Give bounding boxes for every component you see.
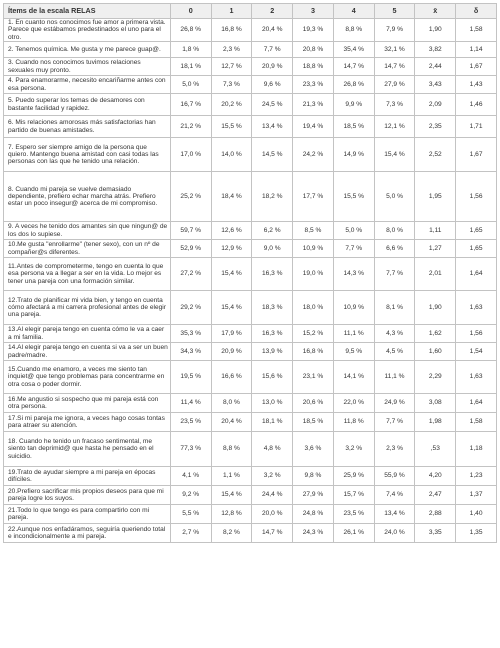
value-cell: 19,5 % bbox=[170, 361, 211, 394]
value-cell: 1,65 bbox=[456, 222, 497, 240]
table-row bbox=[4, 138, 497, 172]
value-cell: 1,62 bbox=[415, 325, 456, 343]
table-row bbox=[4, 432, 497, 467]
value-cell: 55,9 % bbox=[374, 467, 415, 486]
value-cell: 5,0 % bbox=[170, 76, 211, 94]
value-cell: 19,4 % bbox=[293, 116, 334, 138]
value-cell: 13,0 % bbox=[252, 394, 293, 413]
value-cell: 11,4 % bbox=[170, 394, 211, 413]
value-cell: 16,3 % bbox=[252, 258, 293, 291]
value-cell: 14,9 % bbox=[333, 138, 374, 172]
item-text: 16.Me angustio si sospecho que mi pareja está con otra persona. bbox=[4, 394, 171, 413]
value-cell: 1,40 bbox=[456, 505, 497, 524]
header-row bbox=[4, 4, 497, 19]
value-cell: 1,14 bbox=[456, 42, 497, 58]
value-cell: 18,2 % bbox=[252, 172, 293, 222]
value-cell: 18,5 % bbox=[333, 116, 374, 138]
item-text: 11.Antes de comprometerme, tengo en cuenta lo que esa persona va a llegar a ser en la vida. Lo mejor es tener una pareja con una formación similar. bbox=[4, 258, 171, 291]
value-cell: 24,9 % bbox=[374, 394, 415, 413]
value-cell: 1,46 bbox=[456, 94, 497, 116]
value-cell: 13,9 % bbox=[252, 343, 293, 361]
value-cell: 35,4 % bbox=[333, 42, 374, 58]
item-text: 5. Puedo superar los temas de desamores con bastante facilidad y rapidez. bbox=[4, 94, 171, 116]
value-cell: 24,2 % bbox=[293, 138, 334, 172]
header-5: 5 bbox=[374, 4, 415, 19]
item-text: 13.Al elegir pareja tengo en cuenta cómo le va a caer a mi familia. bbox=[4, 325, 171, 343]
header-mean: x̄ bbox=[415, 4, 456, 19]
item-text: 17.Si mi pareja me ignora, a veces hago cosas tontas para atraer su atención. bbox=[4, 413, 171, 432]
value-cell: 15,7 % bbox=[333, 486, 374, 505]
item-text: 3. Cuando nos conocimos tuvimos relaciones sexuales muy pronto. bbox=[4, 58, 171, 76]
value-cell: 8,5 % bbox=[293, 222, 334, 240]
value-cell: 5,0 % bbox=[333, 222, 374, 240]
value-cell: 12,8 % bbox=[211, 505, 252, 524]
value-cell: 35,3 % bbox=[170, 325, 211, 343]
value-cell: 1,18 bbox=[456, 432, 497, 467]
value-cell: 18,3 % bbox=[252, 291, 293, 325]
table-row bbox=[4, 394, 497, 413]
value-cell: 18,5 % bbox=[293, 413, 334, 432]
value-cell: 16,6 % bbox=[211, 361, 252, 394]
value-cell: 23,3 % bbox=[293, 76, 334, 94]
value-cell: 15,5 % bbox=[333, 172, 374, 222]
table-row bbox=[4, 42, 497, 58]
value-cell: 9,9 % bbox=[333, 94, 374, 116]
value-cell: 20,9 % bbox=[252, 58, 293, 76]
value-cell: 11,1 % bbox=[374, 361, 415, 394]
table-row bbox=[4, 291, 497, 325]
item-text: 2. Tenemos química. Me gusta y me parece guap@. bbox=[4, 42, 171, 58]
value-cell: 12,9 % bbox=[211, 240, 252, 258]
value-cell: 14,3 % bbox=[333, 258, 374, 291]
value-cell: 8,1 % bbox=[374, 291, 415, 325]
value-cell: 34,3 % bbox=[170, 343, 211, 361]
value-cell: 1,67 bbox=[456, 58, 497, 76]
value-cell: 14,1 % bbox=[333, 361, 374, 394]
value-cell: 7,7 % bbox=[374, 258, 415, 291]
item-text: 19.Trato de ayudar siempre a mi pareja en épocas difíciles. bbox=[4, 467, 171, 486]
item-text: 10.Me gusta "enrollarme" (tener sexo), con un nº de compañer@s diferentes. bbox=[4, 240, 171, 258]
value-cell: 16,8 % bbox=[293, 343, 334, 361]
value-cell: 1,95 bbox=[415, 172, 456, 222]
value-cell: 2,29 bbox=[415, 361, 456, 394]
value-cell: 1,1 % bbox=[211, 467, 252, 486]
table-row bbox=[4, 58, 497, 76]
header-sd: δ bbox=[456, 4, 497, 19]
value-cell: 20,2 % bbox=[211, 94, 252, 116]
table-row bbox=[4, 94, 497, 116]
value-cell: 4,3 % bbox=[374, 325, 415, 343]
value-cell: 2,44 bbox=[415, 58, 456, 76]
table-row bbox=[4, 76, 497, 94]
table-row bbox=[4, 222, 497, 240]
value-cell: 11,8 % bbox=[333, 413, 374, 432]
value-cell: 18,1 % bbox=[252, 413, 293, 432]
value-cell: 19,0 % bbox=[293, 258, 334, 291]
value-cell: 7,7 % bbox=[252, 42, 293, 58]
value-cell: 15,4 % bbox=[211, 486, 252, 505]
item-text: 1. En cuanto nos conocimos fue amor a primera vista. Parece que estábamos predestinados el uno para el otro. bbox=[4, 19, 171, 42]
value-cell: 9,2 % bbox=[170, 486, 211, 505]
value-cell: 32,1 % bbox=[374, 42, 415, 58]
table-body bbox=[4, 19, 497, 543]
value-cell: 18,0 % bbox=[293, 291, 334, 325]
value-cell: 24,5 % bbox=[252, 94, 293, 116]
item-text: 9. A veces he tenido dos amantes sin que ningun@ de los dos lo supiese. bbox=[4, 222, 171, 240]
value-cell: 1,58 bbox=[456, 413, 497, 432]
value-cell: 23,1 % bbox=[293, 361, 334, 394]
value-cell: 3,43 bbox=[415, 76, 456, 94]
value-cell: 15,4 % bbox=[374, 138, 415, 172]
value-cell: 3,82 bbox=[415, 42, 456, 58]
value-cell: 2,3 % bbox=[211, 42, 252, 58]
value-cell: 20,9 % bbox=[211, 343, 252, 361]
item-text: 4. Para enamorarme, necesito encariñarme antes con esa persona. bbox=[4, 76, 171, 94]
value-cell: 15,5 % bbox=[211, 116, 252, 138]
item-text: 14.Al elegir pareja tengo en cuenta si va a ser un buen padre/madre. bbox=[4, 343, 171, 361]
value-cell: 10,9 % bbox=[333, 291, 374, 325]
value-cell: 15,2 % bbox=[293, 325, 334, 343]
value-cell: 1,63 bbox=[456, 361, 497, 394]
value-cell: 1,27 bbox=[415, 240, 456, 258]
value-cell: 7,7 % bbox=[374, 413, 415, 432]
header-1: 1 bbox=[211, 4, 252, 19]
table-row bbox=[4, 19, 497, 42]
value-cell: 1,90 bbox=[415, 291, 456, 325]
value-cell: 1,98 bbox=[415, 413, 456, 432]
value-cell: 16,8 % bbox=[211, 19, 252, 42]
value-cell: 25,2 % bbox=[170, 172, 211, 222]
item-text: 12.Trato de planificar mi vida bien, y tengo en cuenta cómo afectará a mi carrera profesional antes de elegir una pareja. bbox=[4, 291, 171, 325]
value-cell: 18,4 % bbox=[211, 172, 252, 222]
value-cell: 1,8 % bbox=[170, 42, 211, 58]
table-row bbox=[4, 505, 497, 524]
value-cell: 12,6 % bbox=[211, 222, 252, 240]
header-0: 0 bbox=[170, 4, 211, 19]
value-cell: 13,4 % bbox=[252, 116, 293, 138]
value-cell: 2,09 bbox=[415, 94, 456, 116]
value-cell: 2,3 % bbox=[374, 432, 415, 467]
value-cell: 1,56 bbox=[456, 325, 497, 343]
value-cell: 59,7 % bbox=[170, 222, 211, 240]
value-cell: 9,0 % bbox=[252, 240, 293, 258]
header-2: 2 bbox=[252, 4, 293, 19]
value-cell: 5,5 % bbox=[170, 505, 211, 524]
value-cell: 27,9 % bbox=[293, 486, 334, 505]
value-cell: 24,4 % bbox=[252, 486, 293, 505]
table-row bbox=[4, 413, 497, 432]
value-cell: 1,54 bbox=[456, 343, 497, 361]
table-row bbox=[4, 116, 497, 138]
value-cell: 2,7 % bbox=[170, 524, 211, 543]
value-cell: 7,9 % bbox=[374, 19, 415, 42]
item-text: 7. Espero ser siempre amigo de la persona que quiero. Mantengo buena amistad con casi todas las personas con las que he tenido una relación. bbox=[4, 138, 171, 172]
value-cell: 17,7 % bbox=[293, 172, 334, 222]
value-cell: 26,1 % bbox=[333, 524, 374, 543]
value-cell: 3,6 % bbox=[293, 432, 334, 467]
value-cell: 2,35 bbox=[415, 116, 456, 138]
value-cell: 1,35 bbox=[456, 524, 497, 543]
item-text: 22.Aunque nos enfadáramos, seguiría queriendo total e incondicionalmente a mi pareja. bbox=[4, 524, 171, 543]
value-cell: 8,0 % bbox=[211, 394, 252, 413]
value-cell: 1,37 bbox=[456, 486, 497, 505]
value-cell: 3,35 bbox=[415, 524, 456, 543]
value-cell: 2,88 bbox=[415, 505, 456, 524]
value-cell: 18,1 % bbox=[170, 58, 211, 76]
value-cell: 17,0 % bbox=[170, 138, 211, 172]
value-cell: 8,8 % bbox=[333, 19, 374, 42]
value-cell: 11,1 % bbox=[333, 325, 374, 343]
value-cell: 7,4 % bbox=[374, 486, 415, 505]
value-cell: 4,5 % bbox=[374, 343, 415, 361]
value-cell: 14,7 % bbox=[333, 58, 374, 76]
item-text: 15.Cuando me enamoro, a veces me siento tan inquiet@ que tengo problemas para concentrarme en otra cosa o poder dormir. bbox=[4, 361, 171, 394]
item-text: 18. Cuando he tenido un fracaso sentimental, me siento tan deprimid@ que hasta he pensado en el suicidio. bbox=[4, 432, 171, 467]
value-cell: 4,20 bbox=[415, 467, 456, 486]
value-cell: 20,6 % bbox=[293, 394, 334, 413]
value-cell: 22,0 % bbox=[333, 394, 374, 413]
value-cell: 14,5 % bbox=[252, 138, 293, 172]
value-cell: 14,7 % bbox=[374, 58, 415, 76]
item-text: 20.Prefiero sacrificar mis propios deseos para que mi pareja logre los suyos. bbox=[4, 486, 171, 505]
value-cell: 20,4 % bbox=[252, 19, 293, 42]
value-cell: 7,3 % bbox=[211, 76, 252, 94]
relas-table bbox=[3, 3, 497, 543]
value-cell: 1,11 bbox=[415, 222, 456, 240]
value-cell: 2,01 bbox=[415, 258, 456, 291]
value-cell: 18,8 % bbox=[293, 58, 334, 76]
value-cell: 24,8 % bbox=[293, 505, 334, 524]
value-cell: 1,65 bbox=[456, 240, 497, 258]
value-cell: 21,2 % bbox=[170, 116, 211, 138]
value-cell: 1,23 bbox=[456, 467, 497, 486]
header-3: 3 bbox=[293, 4, 334, 19]
header-4: 4 bbox=[333, 4, 374, 19]
value-cell: 10,9 % bbox=[293, 240, 334, 258]
value-cell: 1,71 bbox=[456, 116, 497, 138]
value-cell: 1,58 bbox=[456, 19, 497, 42]
value-cell: 6,6 % bbox=[374, 240, 415, 258]
value-cell: 25,9 % bbox=[333, 467, 374, 486]
value-cell: 1,43 bbox=[456, 76, 497, 94]
value-cell: 8,0 % bbox=[374, 222, 415, 240]
value-cell: 26,8 % bbox=[170, 19, 211, 42]
value-cell: 52,9 % bbox=[170, 240, 211, 258]
value-cell: 2,47 bbox=[415, 486, 456, 505]
value-cell: 15,6 % bbox=[252, 361, 293, 394]
value-cell: 13,4 % bbox=[374, 505, 415, 524]
value-cell: 15,4 % bbox=[211, 258, 252, 291]
value-cell: 20,4 % bbox=[211, 413, 252, 432]
value-cell: 1,67 bbox=[456, 138, 497, 172]
value-cell: 15,4 % bbox=[211, 291, 252, 325]
value-cell: 12,1 % bbox=[374, 116, 415, 138]
value-cell: 21,3 % bbox=[293, 94, 334, 116]
value-cell: 19,3 % bbox=[293, 19, 334, 42]
header-items: Ítems de la escala RELAS bbox=[4, 4, 171, 19]
value-cell: 27,2 % bbox=[170, 258, 211, 291]
table-row bbox=[4, 361, 497, 394]
value-cell: 24,3 % bbox=[293, 524, 334, 543]
value-cell: 3,2 % bbox=[252, 467, 293, 486]
value-cell: 3,08 bbox=[415, 394, 456, 413]
value-cell: ,53 bbox=[415, 432, 456, 467]
value-cell: 8,2 % bbox=[211, 524, 252, 543]
value-cell: 23,5 % bbox=[170, 413, 211, 432]
table-row bbox=[4, 325, 497, 343]
value-cell: 2,52 bbox=[415, 138, 456, 172]
table-row bbox=[4, 258, 497, 291]
value-cell: 1,64 bbox=[456, 394, 497, 413]
value-cell: 6,2 % bbox=[252, 222, 293, 240]
value-cell: 26,8 % bbox=[333, 76, 374, 94]
table-row bbox=[4, 240, 497, 258]
table-row bbox=[4, 343, 497, 361]
value-cell: 12,7 % bbox=[211, 58, 252, 76]
value-cell: 1,64 bbox=[456, 258, 497, 291]
value-cell: 29,2 % bbox=[170, 291, 211, 325]
value-cell: 16,7 % bbox=[170, 94, 211, 116]
item-text: 21.Todo lo que tengo es para compartirlo con mi pareja. bbox=[4, 505, 171, 524]
value-cell: 9,8 % bbox=[293, 467, 334, 486]
value-cell: 4,8 % bbox=[252, 432, 293, 467]
table-row bbox=[4, 524, 497, 543]
value-cell: 5,0 % bbox=[374, 172, 415, 222]
value-cell: 27,9 % bbox=[374, 76, 415, 94]
value-cell: 3,2 % bbox=[333, 432, 374, 467]
item-text: 8. Cuando mi pareja se vuelve demasiado dependiente, prefiero echar marcha atrás. Prefiero estar un poco insegur@ acerca de mi compromiso. bbox=[4, 172, 171, 222]
value-cell: 14,0 % bbox=[211, 138, 252, 172]
item-text: 6. Mis relaciones amorosas más satisfactorias han partido de buenas amistades. bbox=[4, 116, 171, 138]
value-cell: 1,90 bbox=[415, 19, 456, 42]
value-cell: 20,0 % bbox=[252, 505, 293, 524]
value-cell: 16,3 % bbox=[252, 325, 293, 343]
value-cell: 14,7 % bbox=[252, 524, 293, 543]
value-cell: 77,3 % bbox=[170, 432, 211, 467]
value-cell: 20,8 % bbox=[293, 42, 334, 58]
value-cell: 17,9 % bbox=[211, 325, 252, 343]
value-cell: 7,7 % bbox=[333, 240, 374, 258]
value-cell: 24,0 % bbox=[374, 524, 415, 543]
value-cell: 8,8 % bbox=[211, 432, 252, 467]
value-cell: 4,1 % bbox=[170, 467, 211, 486]
value-cell: 1,60 bbox=[415, 343, 456, 361]
value-cell: 23,5 % bbox=[333, 505, 374, 524]
value-cell: 1,63 bbox=[456, 291, 497, 325]
table-row bbox=[4, 467, 497, 486]
value-cell: 1,56 bbox=[456, 172, 497, 222]
table-row bbox=[4, 486, 497, 505]
table-row bbox=[4, 172, 497, 222]
value-cell: 9,6 % bbox=[252, 76, 293, 94]
value-cell: 7,3 % bbox=[374, 94, 415, 116]
value-cell: 9,5 % bbox=[333, 343, 374, 361]
